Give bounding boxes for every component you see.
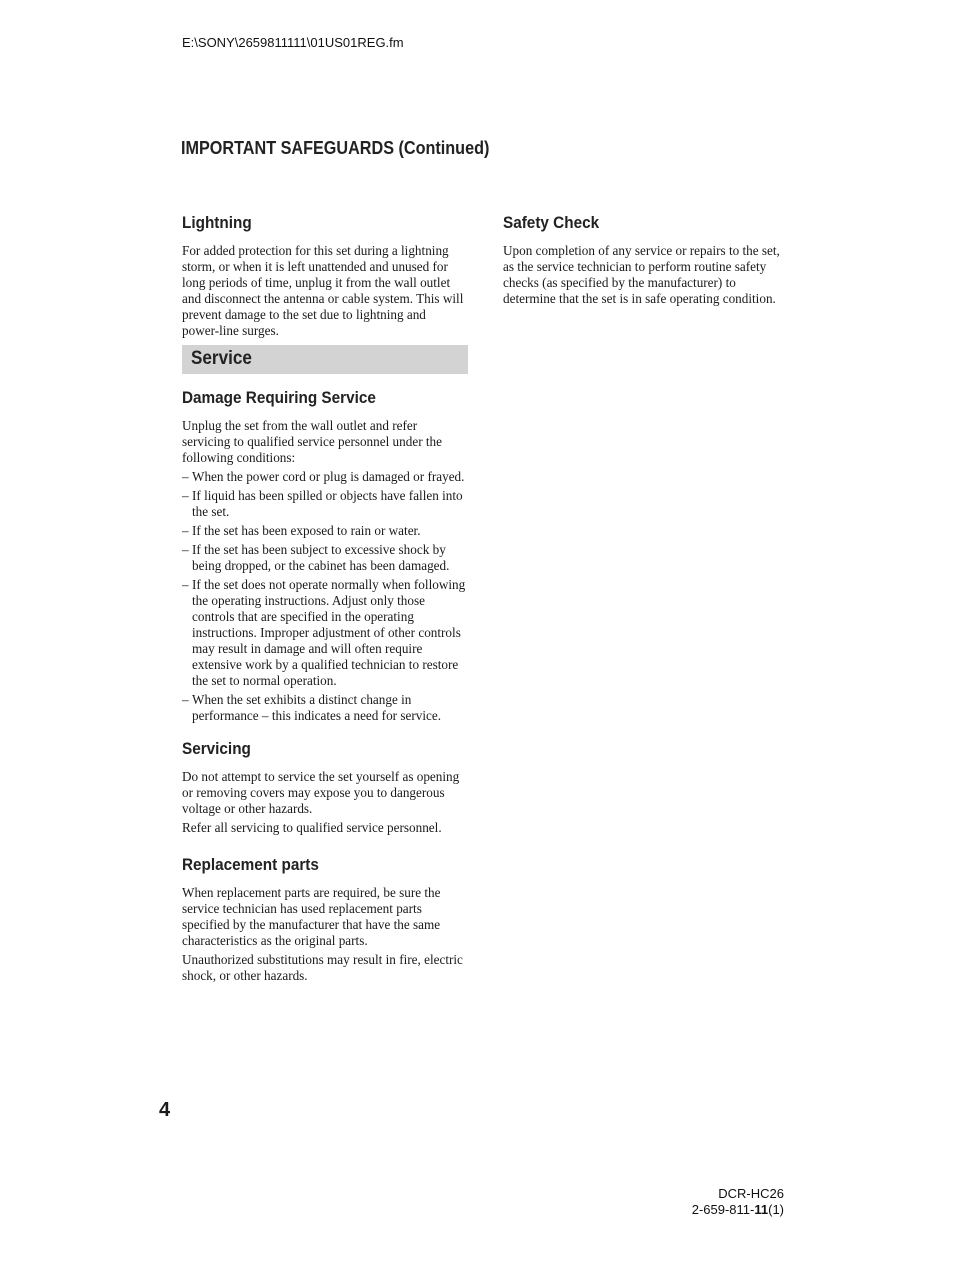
lightning-body: For added protection for this set during a lightning storm, or when it is left unattended and unused for long periods of time, unplug it from the wall outlet and disconnect the antenna or cable system. This will prevent damage to the set due to lightning and power-line surges. (182, 243, 464, 338)
servicing-body-2: Refer all servicing to qualified service personnel. (182, 820, 442, 835)
part-number-bold: 11 (754, 1202, 769, 1217)
damage-intro: Unplug the set from the wall outlet and refer servicing to qualified service personnel under the following conditions: (182, 418, 442, 465)
list-item: – If the set has been subject to excessive shock by being dropped, or the cabinet has been damaged. (182, 542, 466, 574)
part-number-prefix: 2-659-811- (691, 1202, 755, 1217)
safety-check-heading: Safety Check (503, 213, 600, 232)
safety-check-body: Upon completion of any service or repairs to the set, as the service technician to perform routine safety checks (as specified by the manufacturer) to determine that the set is in safe operating condition. (503, 243, 780, 306)
service-band-label: Service (191, 348, 252, 369)
footer-model-info (692, 1186, 784, 1218)
damage-heading: Damage Requiring Service (182, 388, 376, 407)
replacement-body-1: When replacement parts are required, be sure the service technician has used replacement parts specified by the manufacturer that have the same characteristics as the original parts. (182, 885, 441, 948)
servicing-body-1: Do not attempt to service the set yourself as opening or removing covers may expose you to dangerous voltage or other hazards. (182, 769, 460, 816)
list-item: – If the set does not operate normally when following the operating instructions. Adjust only those controls that are specified in the operating instructions. Improper adjustment of other controls may result in damage and will often require extensive work by a qualified technician to restore the set to normal operation. (182, 577, 466, 689)
service-section-band (182, 345, 468, 374)
right-column (503, 212, 783, 310)
file-path: E:\SONY\2659811111\01US01REG.fm (182, 35, 404, 50)
spacer (182, 839, 466, 854)
list-item: – If liquid has been spilled or objects have fallen into the set. (182, 488, 466, 520)
list-item: – When the set exhibits a distinct change in performance – this indicates a need for service. (182, 692, 466, 724)
page-number: 4 (159, 1099, 171, 1121)
replacement-body-2: Unauthorized substitutions may result in fire, electric shock, or other hazards. (182, 952, 463, 983)
model-number: DCR-HC26 (718, 1186, 784, 1201)
section-damage-requiring-service (182, 387, 466, 724)
section-lightning (182, 212, 466, 339)
part-number (692, 1202, 784, 1218)
lightning-heading: Lightning (182, 213, 252, 232)
list-item: – When the power cord or plug is damaged or frayed. (182, 469, 466, 485)
replacement-heading: Replacement parts (182, 855, 319, 874)
damage-conditions-list (182, 469, 466, 724)
page-title: IMPORTANT SAFEGUARDS (Continued) (181, 138, 490, 158)
section-replacement-parts (182, 854, 466, 984)
part-number-suffix: (1) (768, 1202, 784, 1217)
section-safety-check (503, 212, 783, 307)
section-servicing (182, 738, 466, 836)
servicing-heading: Servicing (182, 739, 251, 758)
list-item: – If the set has been exposed to rain or water. (182, 523, 466, 539)
left-column (182, 212, 466, 987)
